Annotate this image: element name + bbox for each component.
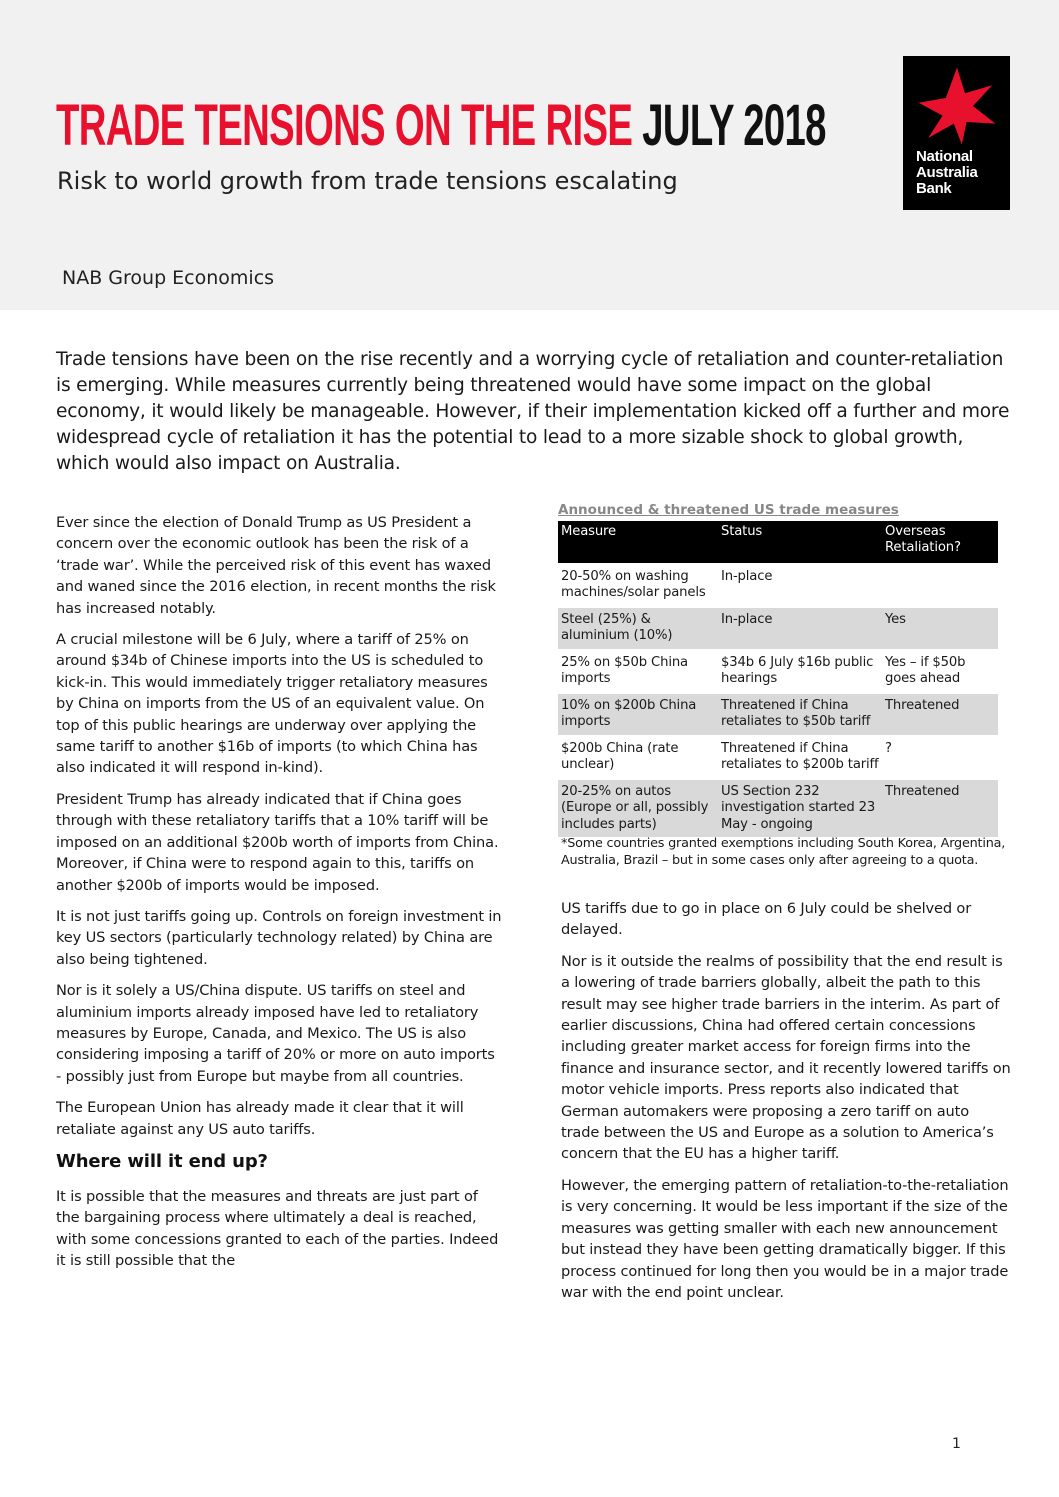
trade-measures-table-block bbox=[558, 502, 998, 837]
body-paragraph: Ever since the election of Donald Trump as US President a concern over the economic outlook has been the risk of a ‘trade war’. While the perceived risk of this event has waxed and waned since the 2016 election, in recent months the risk has increased notably. bbox=[56, 514, 496, 617]
body-paragraph: US tariffs due to go in place on 6 July could be shelved or delayed. bbox=[561, 900, 972, 939]
body-paragraph: It is possible that the measures and threats are just part of the bargaining process where ultimately a deal is reached, with some concessions granted to each of the parties. Indeed it is still possible that the bbox=[56, 1187, 499, 1270]
table-row bbox=[558, 779, 998, 837]
logo-line-1: National bbox=[916, 148, 973, 165]
table-cell: Yes – if $50b goes ahead bbox=[882, 650, 998, 693]
table-cell: Threatened bbox=[882, 693, 998, 736]
table-caption: Announced & threatened US trade measures bbox=[558, 502, 899, 518]
body-paragraph: President Trump has already indicated that if China goes through with these retaliatory tariffs that a 10% tariff will be imposed on an additional $200b worth of imports from China. Moreover, if China were to respond again to this, tariffs on another $200b of imports would be imposed. bbox=[56, 790, 499, 894]
table-row bbox=[558, 564, 998, 607]
table-cell bbox=[882, 564, 998, 607]
page-number: 1 bbox=[952, 1436, 961, 1452]
table-row bbox=[558, 607, 998, 650]
column-header-status: Status bbox=[718, 521, 882, 564]
table-cell: ? bbox=[882, 736, 998, 779]
body-paragraph: Nor is it outside the realms of possibility that the end result is a lowering of trade barriers globally, albeit the path to this result may see higher trade barriers in the interim. As part of earlier discussions, China had offered certain concessions including greater market access for foreign firms into the finance and insurance sector, and it recently lowered tariffs on motor vehicle imports. Press reports also indicated that German automakers were proposing a zero tariff on auto trade between the US and Europe as a solution to America’s concern that the EU has a higher tariff. bbox=[561, 952, 1011, 1163]
table-cell: $200b China (rate unclear) bbox=[558, 736, 718, 779]
page-subtitle: Risk to world growth from trade tensions escalating bbox=[57, 167, 678, 195]
table-cell: $34b 6 July $16b public hearings bbox=[718, 650, 882, 693]
table-cell: 20-25% on autos (Europe or all, possibly includes parts) bbox=[558, 779, 718, 837]
column-header-retaliation: Overseas Retaliation? bbox=[882, 521, 998, 564]
table-header-row bbox=[558, 521, 998, 564]
section-heading: Where will it end up? bbox=[56, 1150, 268, 1172]
body-paragraph: However, the emerging pattern of retaliation-to-the-retaliation is very concerning. It would be less important if the size of the measures was getting smaller with each new announcement but instead they have been getting dramatically bigger. If this process continued for long then you would be in a major trade war with the end point unclear. bbox=[561, 1176, 1009, 1301]
table-cell: Yes bbox=[882, 607, 998, 650]
body-paragraph: The European Union has already made it clear that it will retaliate against any US auto tariffs. bbox=[56, 1099, 464, 1138]
table-cell: US Section 232 investigation started 23 May - ongoing bbox=[718, 779, 882, 837]
title-main: TRADE TENSIONS ON THE RISE bbox=[56, 93, 633, 158]
page-title bbox=[56, 92, 826, 160]
table-cell: Steel (25%) & aluminium (10%) bbox=[558, 607, 718, 650]
body-paragraph: A crucial milestone will be 6 July, where a tariff of 25% on around $34b of Chinese imports into the US is scheduled to kick-in. This would immediately trigger retaliatory measures by China on imports from the US of an equivalent value. On top of this public hearings are underway over applying the same tariff to another $16b of imports (to which China has also indicated it will respond in-kind). bbox=[56, 631, 488, 777]
table-cell: 25% on $50b China imports bbox=[558, 650, 718, 693]
left-column bbox=[56, 512, 503, 1282]
table-cell: In-place bbox=[718, 607, 882, 650]
intro-paragraph: Trade tensions have been on the rise recently and a worrying cycle of retaliation and counter-retaliation is emerging. While measures currently being threatened would have some impact on the global economy, it would likely be manageable. However, if their implementation kicked off a further and more widespread cycle of retaliation it has the potential to lead to a more sizable shock to global growth, which would also impact on Australia. bbox=[56, 349, 1010, 474]
column-header-measure: Measure bbox=[558, 521, 718, 564]
author-group: NAB Group Economics bbox=[62, 267, 275, 289]
table-footnote: *Some countries granted exemptions including South Korea, Argentina, Australia, Brazil – but in some cases only after agreeing to a quota. bbox=[561, 836, 1006, 868]
body-paragraph: Nor is it solely a US/China dispute. US tariffs on steel and aluminium imports already imposed have led to retaliatory measures by Europe, Canada, and Mexico. The US is also considering imposing a tariff of 20% or more on auto imports - possibly just from Europe but maybe from all countries. bbox=[56, 982, 495, 1085]
table-row bbox=[558, 693, 998, 736]
title-date: JULY 2018 bbox=[642, 93, 826, 158]
table-cell: Threatened bbox=[882, 779, 998, 837]
nab-logo bbox=[903, 56, 1010, 210]
table-cell: Threatened if China retaliates to $50b tariff bbox=[718, 693, 882, 736]
logo-wordmark bbox=[916, 149, 978, 197]
table-row bbox=[558, 736, 998, 779]
right-column bbox=[561, 898, 1011, 1313]
trade-measures-table bbox=[558, 521, 998, 837]
logo-line-3: Bank bbox=[916, 180, 952, 197]
table-cell: In-place bbox=[718, 564, 882, 607]
logo-line-2: Australia bbox=[916, 164, 978, 181]
table-row bbox=[558, 650, 998, 693]
table-cell: 10% on $200b China imports bbox=[558, 693, 718, 736]
star-logo-icon bbox=[917, 66, 997, 146]
table-cell: 20-50% on washing machines/solar panels bbox=[558, 564, 718, 607]
body-paragraph: It is not just tariffs going up. Controls on foreign investment in key US sectors (particularly technology related) by China are also being tightened. bbox=[56, 907, 502, 968]
table-cell: Threatened if China retaliates to $200b tariff bbox=[718, 736, 882, 779]
